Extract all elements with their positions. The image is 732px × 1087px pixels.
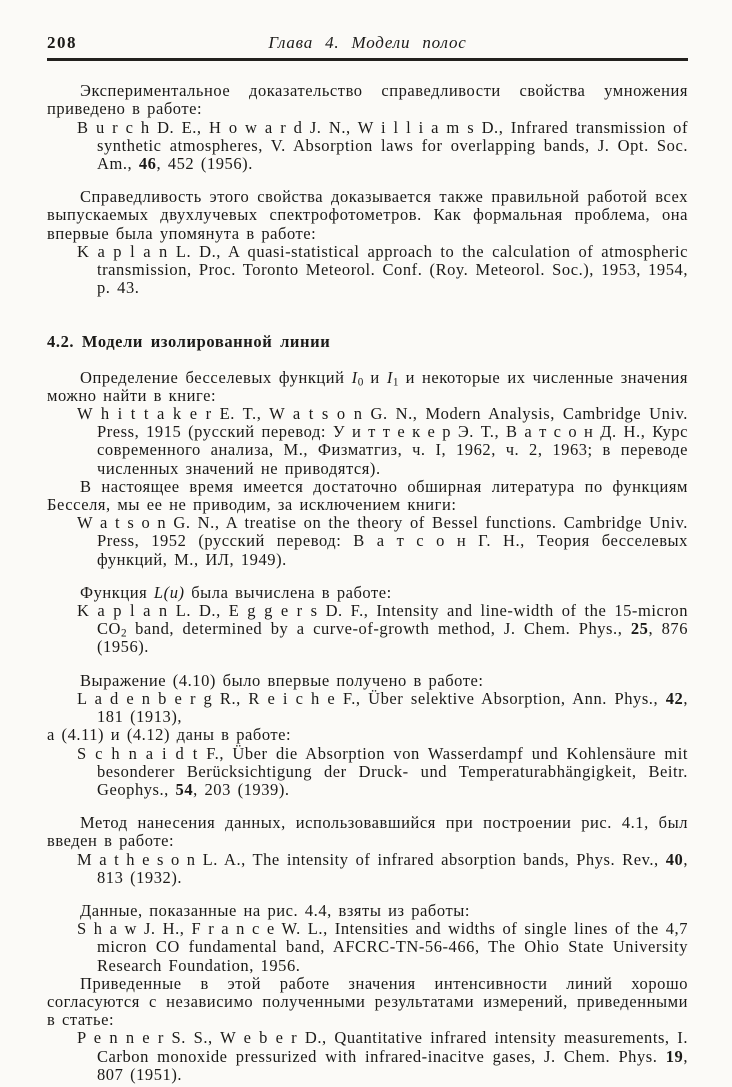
body-paragraph: а (4.11) и (4.12) даны в работе: <box>47 725 292 745</box>
body-paragraph: Определение бесселевых функций $I_0$ и $I_1$ и некоторые их численные значения можно найти в книге: <box>47 367 688 405</box>
reference-entry: S h a w J. H., F r a n c e W. L., Intensities and widths of single lines of the 4,7 micron CO fundamental band, AFCRC-TN-56-466, The Ohio State University Research Foundation, 1956. <box>77 919 688 975</box>
reference-entry: P e n n e r S. S., W e b e r D., Quantitative infrared intensity measurements, I. Carbon monoxide pressurized with infrared-inacitve gases, J. Chem. Phys. 19, 807 (1951). <box>77 1028 688 1084</box>
body-paragraph: Приведенные в этой работе значения интенсивности линий хорошо согласуются с независимо полученными результатами измерений, приведенными в статье: <box>47 973 688 1030</box>
body-paragraph: Функция L(u) была вычислена в работе: <box>80 582 392 602</box>
page-body <box>47 82 688 1084</box>
page-number: 208 <box>47 33 77 52</box>
body-paragraph: Экспериментальное доказательство справедливости свойства умножения приведено в работе: <box>47 81 688 119</box>
reference-entry: M a t h e s o n L. A., The intensity of infrared absorption bands, Phys. Rev., 40, 813 (1932). <box>77 849 688 887</box>
reference-entry: K a p l a n L. D., E g g e r s D. F., Intensity and line-width of the 15-micron $CO_2$ band, determined by a curve-of-growth method, J. Chem. Phys., 25, 876 (1956). <box>77 601 689 657</box>
body-paragraph: Справедливость этого свойства доказывается также правильной работой всех выпускаемых двухлучевых спектрофотометров. Как формальная проблема, она впервые была упомянута в работе: <box>47 187 688 243</box>
running-header <box>47 34 688 61</box>
section-heading: 4.2. Модели изолированной линии <box>47 332 331 352</box>
reference-entry: W a t s o n G. N., A treatise on the theory of Bessel functions. Cambridge Univ. Press, 1952 (русский перевод: В а т с о н Г. Н., Теория бесселевых функций, М., ИЛ, 1949). <box>77 513 688 569</box>
body-paragraph: В настоящее время имеется достаточно обширная литература по функциям Бесселя, мы ее не приводим, за исключением книги: <box>47 476 688 515</box>
body-paragraph: Метод нанесения данных, использовавшийся при построении рис. 4.1, был введен в работе: <box>47 813 688 851</box>
reference-entry: K a p l a n L. D., A quasi-statistical approach to the calculation of atmospheric transmission, Proc. Toronto Meteorol. Conf. (Roy. Meteorol. Soc.), 1953, 1954, p. 43. <box>77 241 688 298</box>
chapter-title: Глава 4. Модели полос <box>268 33 467 52</box>
reference-entry: S c h n a i d t F., Über die Absorption von Wasserdampf und Kohlensäure mit besonderer Berücksichtigung der Druck- und Temperaturabhängigkeit, Beitr. Geophys., 54, 203 (1939). <box>77 743 688 799</box>
reference-entry: W h i t t a k e r E. T., W a t s o n G. N., Modern Analysis, Cambridge Univ. Press, 1915 (русский перевод: У и т т е к е р Э. Т., В а т с о н Д. Н., Курс современного анализа, М., Физматгиз, ч. I, 1962, ч. 2, 1963; в переводе численных значений не приводятся). <box>77 404 688 478</box>
body-paragraph: Данные, показанные на рис. 4.4, взяты из работы: <box>80 900 470 920</box>
reference-entry: L a d e n b e r g R., R e i c h e F., Über selektive Absorption, Ann. Phys., 42, 181 (1913), <box>77 688 688 727</box>
body-paragraph: Выражение (4.10) было впервые получено в работе: <box>80 670 484 690</box>
reference-entry: B u r c h D. E., H o w a r d J. N., W i l l i a m s D., Infrared transmission of synthetic atmospheres, V. Absorption laws for overlapping bands, J. Opt. Soc. Am., 46, 452 (1956). <box>77 117 688 174</box>
